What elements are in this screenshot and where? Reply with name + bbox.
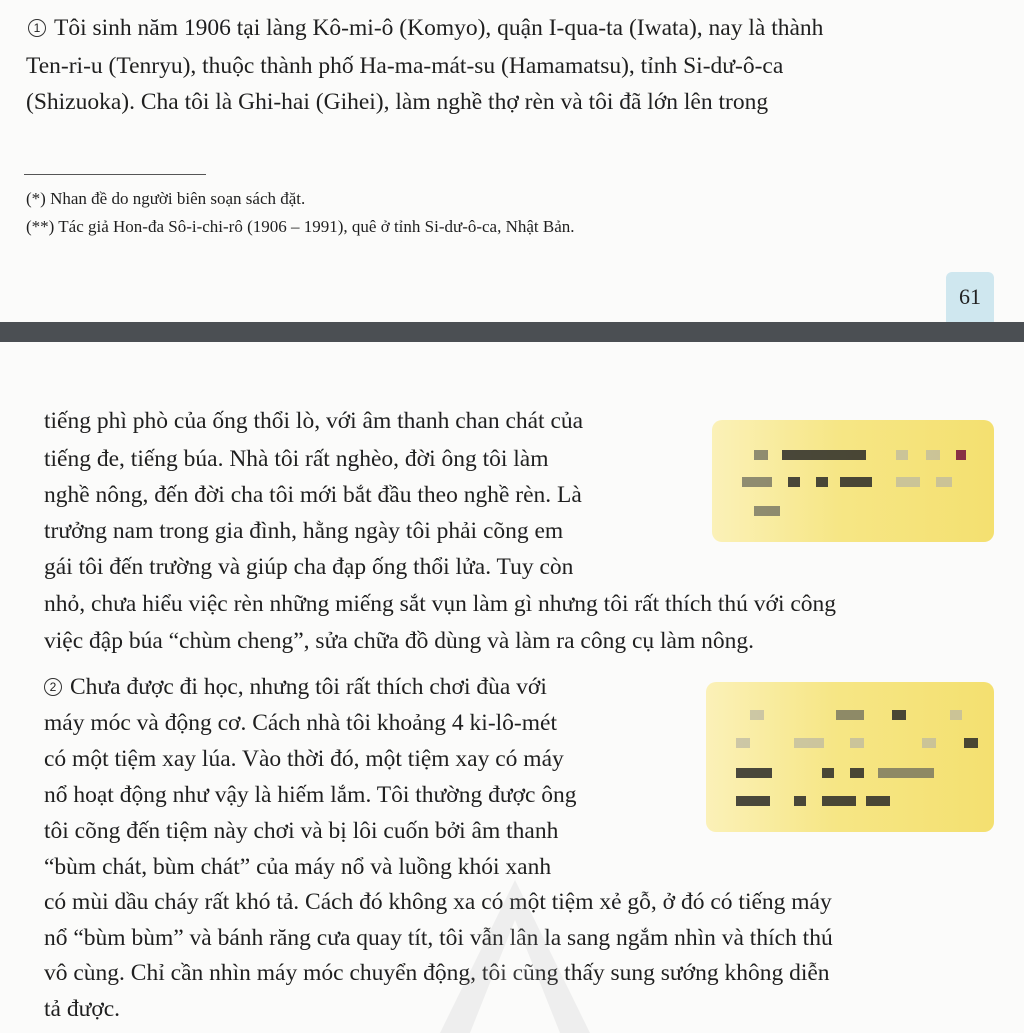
para2-line-1: 2 Chưa được đi học, nhưng tôi rất thích chơi đùa với	[44, 676, 547, 700]
page-divider	[0, 322, 1024, 342]
para2-line-6: “bùm chát, bùm chát” của máy nổ và luồng khói xanh	[44, 854, 552, 880]
para-marker-1: 1	[28, 19, 46, 37]
para2-line-5: tôi cõng đến tiệm này chơi và bị lôi cuốn bởi âm thanh	[44, 818, 559, 844]
para2-line-7: có mùi dầu cháy rất khó tả. Cách đó không xa có một tiệm xẻ gỗ, ở đó có tiếng máy	[44, 889, 832, 915]
footnote-rule	[24, 174, 206, 175]
footnote-2: (**) Tác giả Hon-đa Sô-i-chi-rô (1906 – 1991), quê ở tỉnh Si-dư-ô-ca, Nhật Bản.	[26, 217, 575, 236]
para1-cont-line-6: nhỏ, chưa hiểu việc rèn những miếng sắt vụn làm gì nhưng tôi rất thích thú với công	[44, 591, 837, 617]
para1-cont-line-7: việc đập búa “chùm cheng”, sửa chữa đồ dùng và làm ra công cụ làm nông.	[44, 628, 754, 654]
note-box-2	[706, 682, 994, 832]
para2-line-3: có một tiệm xay lúa. Vào thời đó, một tiệm xay có máy	[44, 746, 564, 772]
para2-line-8: nổ “bùm bùm” và bánh răng cưa quay tít, tôi vẫn lân la sang ngắm nhìn và thích thú	[44, 925, 833, 951]
page-number: 61	[946, 272, 994, 322]
para2-line-2: máy móc và động cơ. Cách nhà tôi khoảng 4 ki-lô-mét	[44, 710, 557, 736]
para-marker-2: 2	[44, 678, 62, 696]
para1-cont-line-2: tiếng đe, tiếng búa. Nhà tôi rất nghèo, đời ông tôi làm	[44, 446, 549, 472]
para1-cont-line-1: tiếng phì phò của ống thổi lò, với âm thanh chan chát của	[44, 408, 584, 434]
para1-line-1: 1 Tôi sinh năm 1906 tại làng Kô-mi-ô (Komyo), quận I-qua-ta (Iwata), nay là thành	[28, 17, 823, 41]
footnote-1: (*) Nhan đề do người biên soạn sách đặt.	[26, 189, 306, 208]
para1-cont-line-5: gái tôi đến trường và giúp cha đạp ống thổi lửa. Tuy còn	[44, 554, 574, 580]
watermark-logo-icon	[440, 880, 590, 1033]
note-box-1	[712, 420, 994, 542]
para1-line-2: Ten-ri-u (Tenryu), thuộc thành phố Ha-ma-mát-su (Hamamatsu), tỉnh Si-dư-ô-ca	[26, 53, 784, 79]
para1-cont-line-3: nghề nông, đến đời cha tôi mới bắt đầu theo nghề rèn. Là	[44, 482, 582, 508]
para1-cont-line-4: trưởng nam trong gia đình, hằng ngày tôi phải cõng em	[44, 518, 564, 544]
para2-line-4: nổ hoạt động như vậy là hiếm lắm. Tôi thường được ông	[44, 782, 577, 808]
para2-line-10: tả được.	[44, 996, 121, 1022]
para2-line-9: vô cùng. Chỉ cần nhìn máy móc chuyển động, tôi cũng thấy sung sướng không diễn	[44, 960, 830, 986]
upper-page	[0, 0, 1024, 322]
para1-line-3: (Shizuoka). Cha tôi là Ghi-hai (Gihei), làm nghề thợ rèn và tôi đã lớn lên trong	[26, 89, 769, 115]
